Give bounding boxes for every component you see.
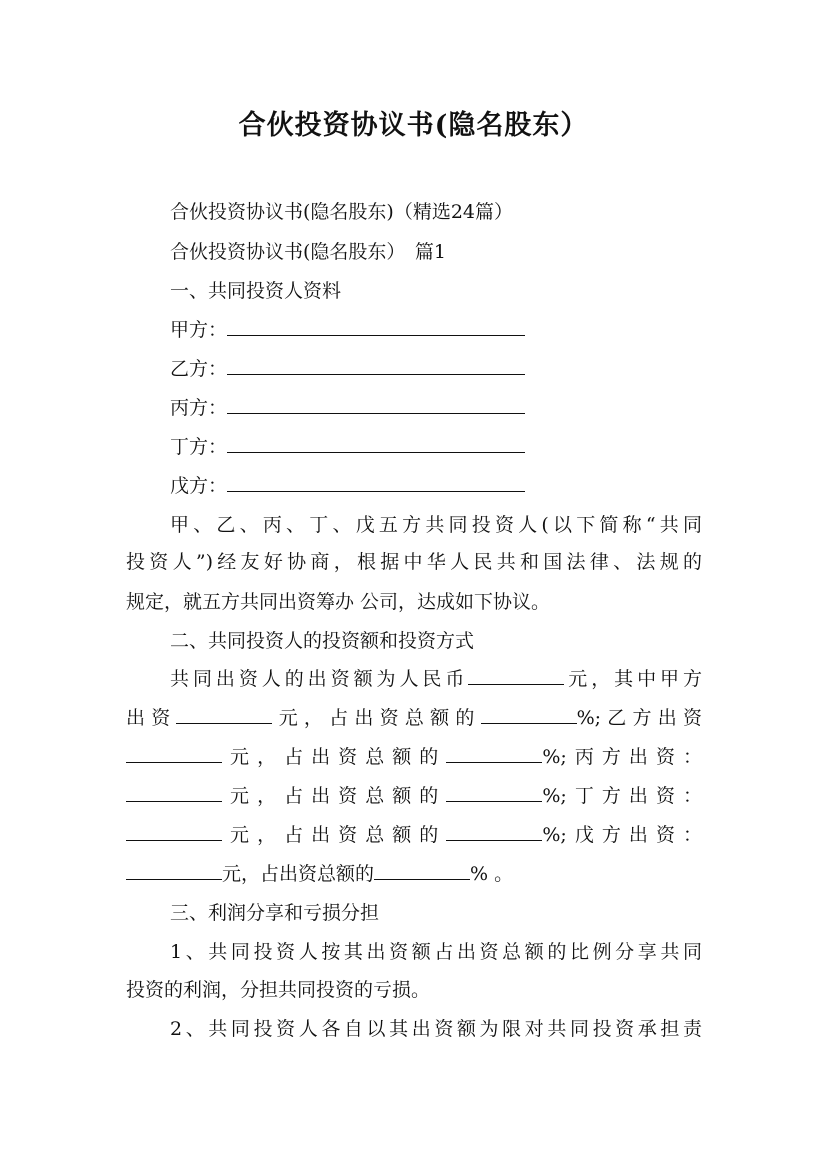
party-label: 戊方： <box>170 475 228 497</box>
fill-blank <box>481 706 577 724</box>
text-segment: 共同出资人的出资额为人民币 <box>170 668 469 690</box>
text-segment: 元，其中甲方 <box>564 668 702 690</box>
fill-blank <box>446 823 542 841</box>
intro-paragraph-line: 投资人”)经友好协商，根据中华人民共和国法律、法规的 <box>126 551 702 573</box>
text-segment: %;丁方出资： <box>542 785 702 807</box>
document-title: 合伙投资协议书(隐名股东） <box>238 110 589 141</box>
party-line-ding <box>170 435 702 459</box>
investment-line <box>170 667 702 691</box>
intro-paragraph-line: 甲、乙、丙、丁、戊五方共同投资人(以下简称“共同 <box>170 514 702 536</box>
text-segment: %;乙方出资 <box>576 707 702 729</box>
fill-blank <box>126 862 222 880</box>
fill-blank <box>227 318 525 336</box>
text-segment: 出资 <box>126 707 177 729</box>
text-segment: %;丙方出资： <box>542 746 702 768</box>
text-segment: 元，占出资总额的 <box>222 863 375 885</box>
fill-blank <box>176 706 272 724</box>
party-label: 甲方： <box>170 319 228 341</box>
text-segment: %;戊方出资： <box>542 824 702 846</box>
clause-line: 2、共同投资人各自以其出资额为限对共同投资承担责 <box>170 1018 702 1040</box>
section1-heading: 一、共同投资人资料 <box>170 280 342 302</box>
intro-paragraph-line: 规定，就五方共同出资筹办 公司，达成如下协议。 <box>126 591 551 613</box>
investment-line <box>126 784 702 808</box>
fill-blank <box>126 784 222 802</box>
party-line-bing <box>170 396 702 420</box>
party-label: 丙方： <box>170 397 228 419</box>
fill-blank <box>446 784 542 802</box>
fill-blank <box>126 745 222 763</box>
chapter-heading: 合伙投资协议书(隐名股东） 篇1 <box>170 241 447 263</box>
party-label: 丁方： <box>170 436 228 458</box>
fill-blank <box>227 396 525 414</box>
section2-heading: 二、共同投资人的投资额和投资方式 <box>170 630 475 652</box>
text-segment: 元，占出资总额的 <box>222 785 447 807</box>
clause-line: 1、共同投资人按其出资额占出资总额的比例分享共同 <box>170 941 702 963</box>
fill-blank <box>126 823 222 841</box>
party-line-yi <box>170 357 702 381</box>
investment-line <box>126 745 702 769</box>
clause-line: 投资的利润，分担共同投资的亏损。 <box>126 979 431 1001</box>
text-segment: 元，占出资总额的 <box>272 707 481 729</box>
section3-heading: 三、利润分享和亏损分担 <box>170 902 380 924</box>
document-subtitle: 合伙投资协议书(隐名股东)（精选24篇） <box>170 201 514 223</box>
text-segment: 元，占出资总额的 <box>222 746 447 768</box>
fill-blank <box>227 435 525 453</box>
investment-line <box>126 823 702 847</box>
party-line-wu <box>170 474 702 498</box>
investment-line <box>126 862 702 886</box>
fill-blank <box>227 357 525 375</box>
text-segment: 元，占出资总额的 <box>222 824 447 846</box>
party-label: 乙方： <box>170 358 228 380</box>
text-segment: % 。 <box>470 863 514 885</box>
fill-blank <box>227 474 525 492</box>
fill-blank <box>446 745 542 763</box>
fill-blank <box>468 667 564 685</box>
fill-blank <box>374 862 470 880</box>
investment-line <box>126 706 702 730</box>
party-line-jia <box>170 318 702 342</box>
